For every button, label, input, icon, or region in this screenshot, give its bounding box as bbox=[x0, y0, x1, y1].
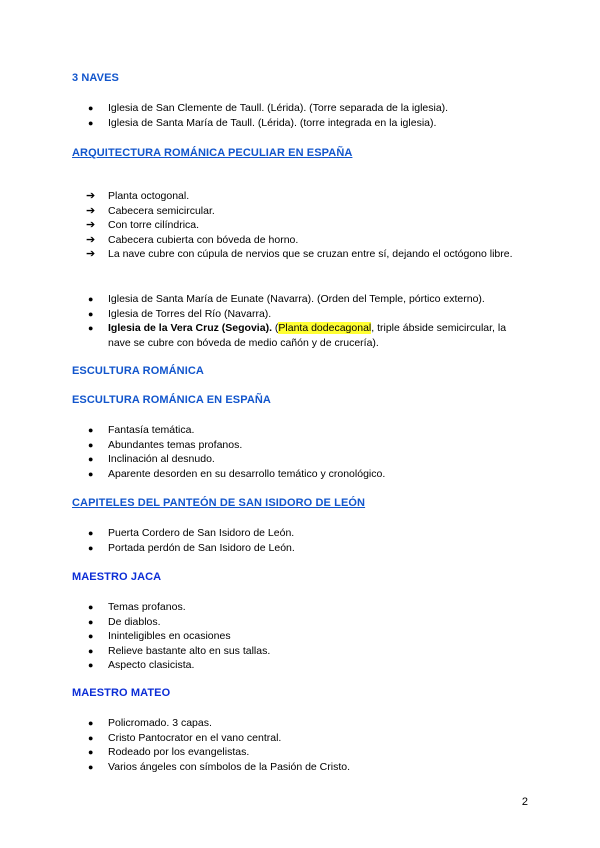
bullet-icon: ● bbox=[88, 542, 94, 553]
bullet-icon: ● bbox=[88, 660, 94, 671]
heading-3-naves: 3 NAVES bbox=[72, 72, 119, 84]
bullet-icon: ● bbox=[88, 718, 94, 728]
list-item: ● Iglesia de Torres del Río (Navarra). bbox=[88, 307, 272, 320]
list-item: ➔ Planta octogonal. bbox=[86, 190, 190, 202]
bullet-icon: ● bbox=[88, 103, 94, 113]
bullet-icon: ● bbox=[88, 308, 94, 319]
list-peculiar-features bbox=[0, 189, 600, 262]
arrow-icon: ➔ bbox=[86, 219, 96, 232]
heading-maestro-jaca: MAESTRO JACA bbox=[72, 571, 162, 583]
bullet-icon: ● bbox=[88, 454, 94, 465]
list-item: ● Aspecto clasicista. bbox=[88, 659, 195, 672]
list-item: ➔ Cabecera cubierta con bóveda de horno. bbox=[86, 233, 299, 246]
bullet-icon: ● bbox=[88, 616, 94, 627]
bullet-icon: ● bbox=[88, 631, 94, 642]
list-item: ➔ Con torre cilíndrica. bbox=[86, 219, 200, 232]
list-maestro-jaca bbox=[0, 600, 600, 673]
list-item: ● Iglesia de Santa María de Taull. (Lérida). (torre integrada en la iglesia). bbox=[88, 116, 437, 129]
list-item: ● Policromado. 3 capas. bbox=[88, 717, 212, 729]
list-item: ● Cristo Pantocrator en el vano central. bbox=[88, 731, 282, 744]
list-item: ● Iglesia de la Vera Cruz (Segovia). (Planta dodecagonal, triple ábside semicircular, la nave se cubre con bóveda de medio cañón y de crucería). bbox=[88, 322, 507, 349]
bullet-icon: ● bbox=[88, 747, 94, 758]
list-maestro-mateo bbox=[0, 716, 600, 774]
list-peculiar-churches bbox=[0, 292, 600, 350]
bullet-icon: ● bbox=[88, 528, 94, 538]
list-item: ● De diablos. bbox=[88, 615, 161, 628]
bullet-icon: ● bbox=[88, 117, 94, 128]
list-item: ● Iglesia de San Clemente de Taull. (Lérida). (Torre separada de la iglesia). bbox=[88, 102, 449, 114]
heading-escultura-romanica: ESCULTURA ROMÁNICA bbox=[72, 365, 204, 377]
list-capiteles bbox=[0, 526, 600, 555]
list-item: ➔ La nave cubre con cúpula de nervios que se cruzan entre sí, dejando el octógono libre. bbox=[86, 248, 513, 261]
bullet-icon: ● bbox=[88, 761, 94, 772]
list-item: ● Puerta Cordero de San Isidoro de León. bbox=[88, 527, 295, 539]
list-item: ● Abundantes temas profanos. bbox=[88, 438, 243, 451]
highlighted-text: Planta dodecagonal bbox=[278, 322, 372, 335]
bullet-icon: ● bbox=[88, 439, 94, 450]
heading-escultura-espana: ESCULTURA ROMÁNICA EN ESPAÑA bbox=[72, 394, 271, 406]
heading-maestro-mateo: MAESTRO MATEO bbox=[72, 687, 171, 699]
list-item: ● Varios ángeles con símbolos de la Pasión de Cristo. bbox=[88, 760, 351, 773]
bullet-icon: ● bbox=[88, 323, 94, 334]
list-item: ● Relieve bastante alto en sus tallas. bbox=[88, 644, 271, 657]
list-item: ● Rodeado por los evangelistas. bbox=[88, 746, 250, 759]
arrow-icon: ➔ bbox=[86, 233, 96, 246]
bullet-icon: ● bbox=[88, 468, 94, 479]
bullet-icon: ● bbox=[88, 732, 94, 743]
arrow-icon: ➔ bbox=[86, 190, 96, 202]
bullet-icon: ● bbox=[88, 602, 94, 612]
list-3-naves bbox=[0, 101, 600, 130]
list-item: ● Temas profanos. bbox=[88, 601, 186, 613]
page-number: 2 bbox=[521, 796, 528, 808]
list-item: ● Fantasía temática. bbox=[88, 424, 195, 436]
list-item: ● Ininteligibles en ocasiones bbox=[88, 630, 231, 643]
list-item: ● Inclinación al desnudo. bbox=[88, 453, 215, 466]
heading-capiteles: CAPITELES DEL PANTEÓN DE SAN ISIDORO DE LEÓN bbox=[72, 497, 366, 509]
bullet-icon: ● bbox=[88, 294, 94, 304]
list-item: ➔ Cabecera semicircular. bbox=[86, 204, 215, 217]
bullet-icon: ● bbox=[88, 645, 94, 656]
list-item: ● Iglesia de Santa María de Eunate (Navarra). (Orden del Temple, pórtico externo). bbox=[88, 293, 485, 305]
bullet-icon: ● bbox=[88, 425, 94, 435]
list-item: ● Portada perdón de San Isidoro de León. bbox=[88, 541, 295, 554]
heading-arquitectura-peculiar: ARQUITECTURA ROMÁNICA PECULIAR EN ESPAÑA bbox=[72, 147, 353, 159]
arrow-icon: ➔ bbox=[86, 204, 96, 217]
list-escultura-espana bbox=[0, 423, 600, 481]
arrow-icon: ➔ bbox=[86, 248, 96, 261]
list-item: ● Aparente desorden en su desarrollo temático y cronológico. bbox=[88, 467, 386, 480]
